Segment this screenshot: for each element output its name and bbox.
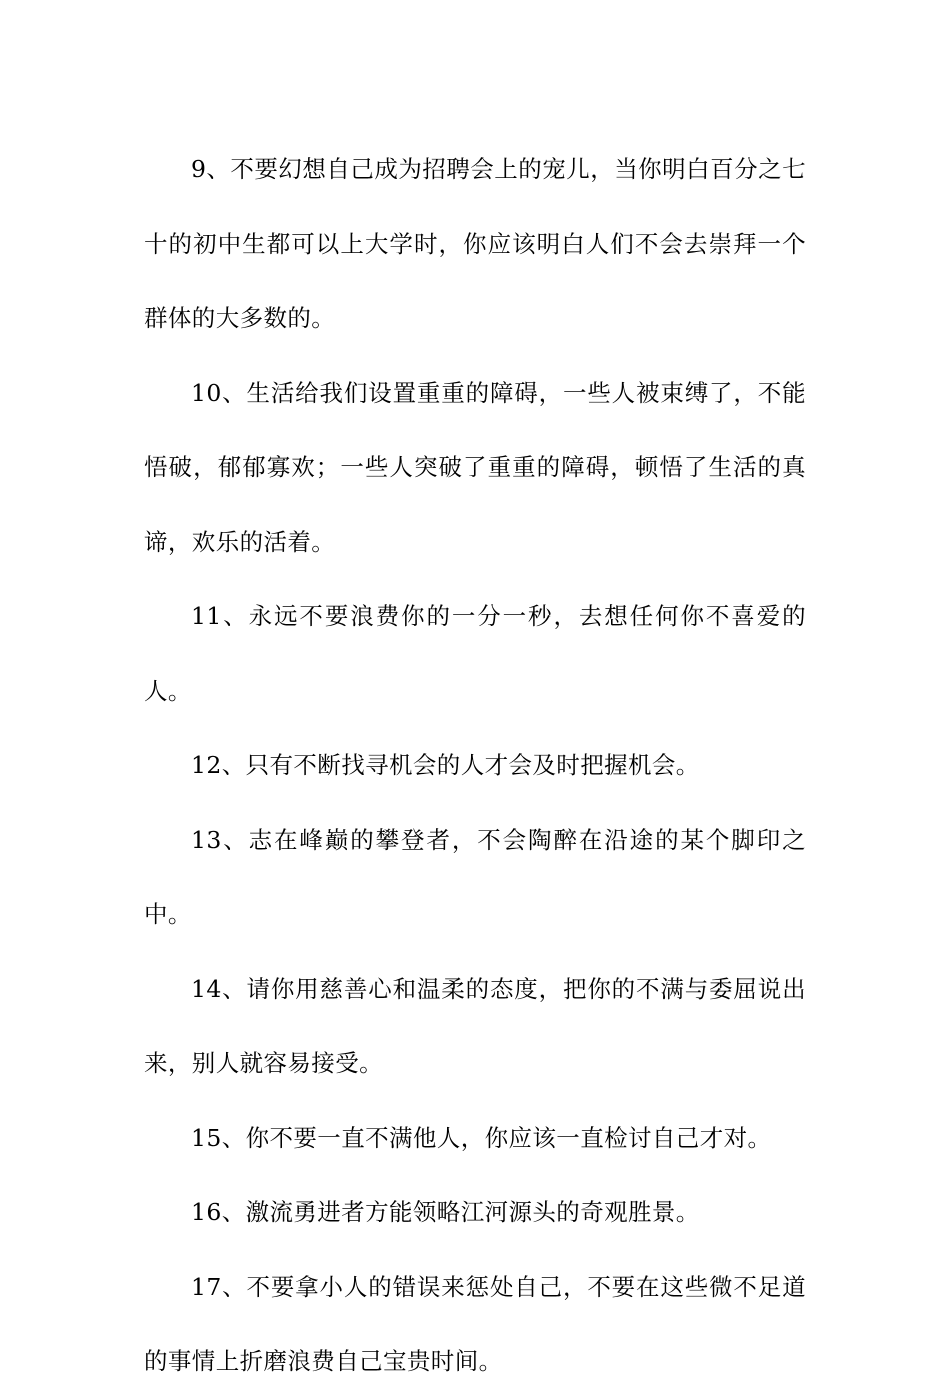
paragraph-12: 12、只有不断找寻机会的人才会及时把握机会。	[191, 751, 700, 779]
paragraph-10: 10、生活给我们设置重重的障碍，一些人被束缚了，不能悟破，郁郁寡欢；一些人突破了重重的障碍，顿悟了生活的真谛，欢乐的活着。	[144, 378, 806, 556]
paragraph-13: 13、志在峰巅的攀登者，不会陶醉在沿途的某个脚印之中。	[144, 825, 806, 928]
document-body	[144, 132, 806, 1399]
paragraph-16: 16、激流勇进者方能领略江河源头的奇观胜景。	[191, 1198, 700, 1226]
paragraph-9: 9、不要幻想自己成为招聘会上的宠儿，当你明白百分之七十的初中生都可以上大学时，你应该明白人们不会去崇拜一个群体的大多数的。	[144, 155, 806, 332]
paragraph-11: 11、永远不要浪费你的一分一秒，去想任何你不喜爱的人。	[144, 602, 806, 705]
paragraph-15: 15、你不要一直不满他人，你应该一直检讨自己才对。	[191, 1123, 772, 1152]
paragraph-14: 14、请你用慈善心和温柔的态度，把你的不满与委屈说出来，别人就容易接受。	[144, 974, 806, 1077]
paragraph-17: 17、不要拿小人的错误来惩处自己，不要在这些微不足道的事情上折磨浪费自己宝贵时间。	[144, 1272, 806, 1375]
